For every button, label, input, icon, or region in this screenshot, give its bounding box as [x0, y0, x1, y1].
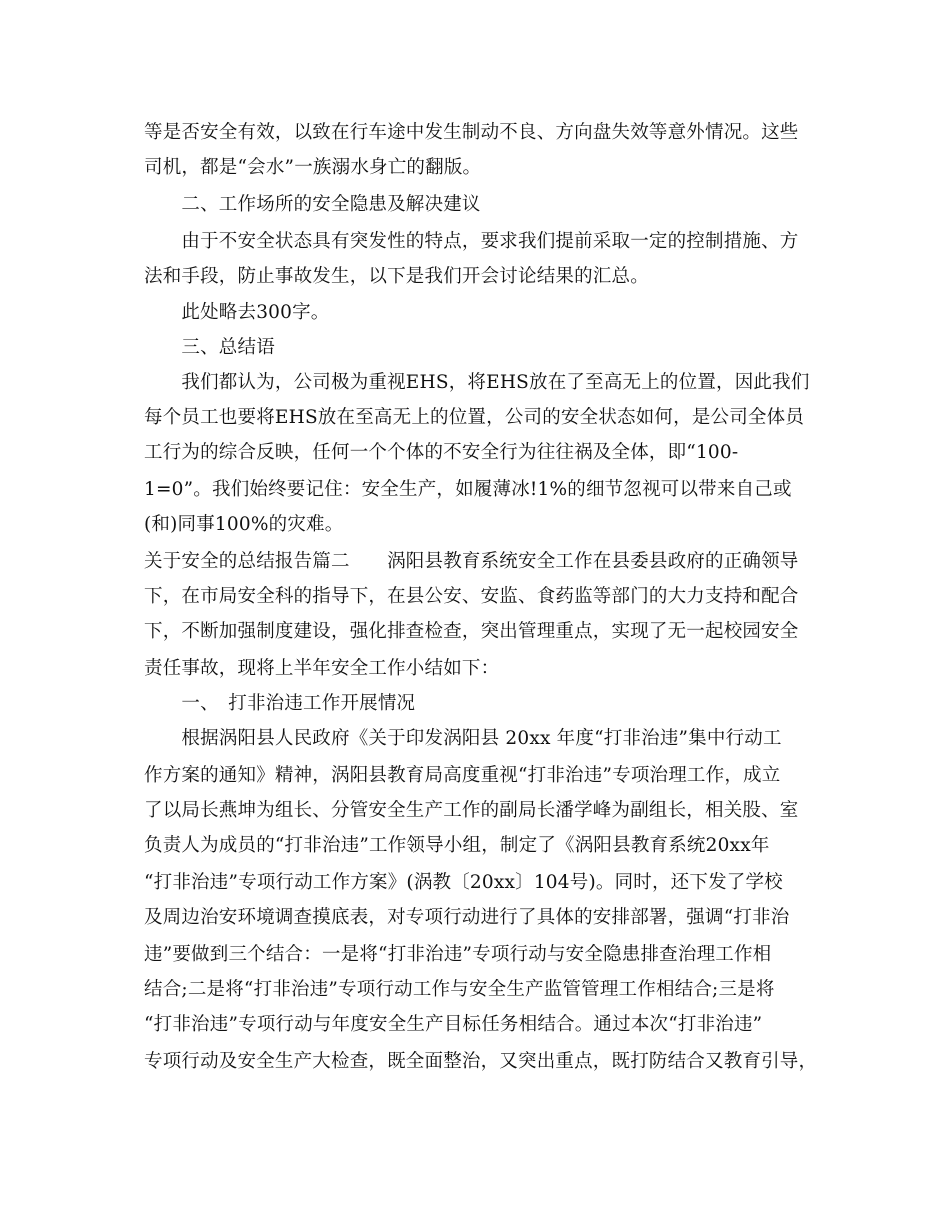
text-line: 每个员工也要将EHS放在至高无上的位置，公司的安全状态如何，是公司全体员	[144, 407, 805, 428]
text-line: 等是否安全有效，以致在行车途中发生制动不良、方向盘失效等意外情况。这些	[144, 122, 799, 143]
text-line: 了以局长燕坤为组长、分管安全生产工作的副局长潘学峰为副组长，相关股、室	[144, 800, 799, 821]
text-line: 法和手段，防止事故发生，以下是我们开会讨论结果的汇总。	[144, 266, 649, 287]
text-line: 下，在市局安全科的指导下，在县公安、安监、食药监等部门的大力支持和配合	[144, 586, 799, 607]
section-heading: 三、总结语	[144, 337, 275, 358]
text-line: “打非治违”专项行动与年度安全生产目标任务相结合。通过本次“打非治违”	[144, 1014, 763, 1035]
text-line: 司机，都是“会水”一族溺水身亡的翻版。	[144, 157, 482, 178]
article-title-line: 关于安全的总结报告篇二 涡阳县教育系统安全工作在县委县政府的正确领导	[144, 551, 799, 572]
text-line: 工行为的综合反映，任何一个个体的不安全行为往往祸及全体，即“100-	[144, 442, 739, 463]
text-line: 1=0”。我们始终要记住：安全生产，如履薄冰!1%的细节忽视可以带来自己或	[144, 479, 792, 500]
section-heading: 二、工作场所的安全隐患及解决建议	[144, 194, 481, 215]
section-heading: 一、 打非治违工作开展情况	[144, 693, 416, 714]
text-line: 责任事故，现将上半年安全工作小结如下：	[144, 658, 500, 679]
text-line: (和)同事100%的灾难。	[144, 514, 344, 535]
text-line: 结合;二是将“打非治违”专项行动工作与安全生产监管管理工作相结合;三是将	[144, 979, 775, 1000]
text-line: 作方案的通知》精神，涡阳县教育局高度重视“打非治违”专项治理工作，成立	[144, 765, 781, 786]
text-line: 下，不断加强制度建设，强化排查检查，突出管理重点，实现了无一起校园安全	[144, 621, 799, 642]
text-line: 及周边治安环境调查摸底表，对专项行动进行了具体的安排部署，强调“打非治	[144, 907, 790, 928]
text-line: 我们都认为，公司极为重视EHS，将EHS放在了至高无上的位置，因此我们	[144, 372, 810, 393]
text-line: 此处略去300字。	[144, 302, 330, 323]
text-line: 负责人为成员的“打非治违”工作领导小组，制定了《涡阳县教育系统20xx年	[144, 835, 770, 856]
text-line: 由于不安全状态具有突发性的特点，要求我们提前采取一定的控制措施、方	[144, 231, 799, 252]
text-line: 违”要做到三个结合：一是将“打非治违”专项行动与安全隐患排查治理工作相	[144, 944, 772, 965]
text-line: “打非治违”专项行动工作方案》(涡教〔20xx〕104号)。同时，还下发了学校	[144, 872, 783, 893]
text-line: 根据涡阳县人民政府《关于印发涡阳县 20xx 年度“打非治违”集中行动工	[144, 728, 782, 749]
text-line: 专项行动及安全生产大检查，既全面整治，又突出重点，既打防结合又教育引导，	[144, 1051, 818, 1072]
